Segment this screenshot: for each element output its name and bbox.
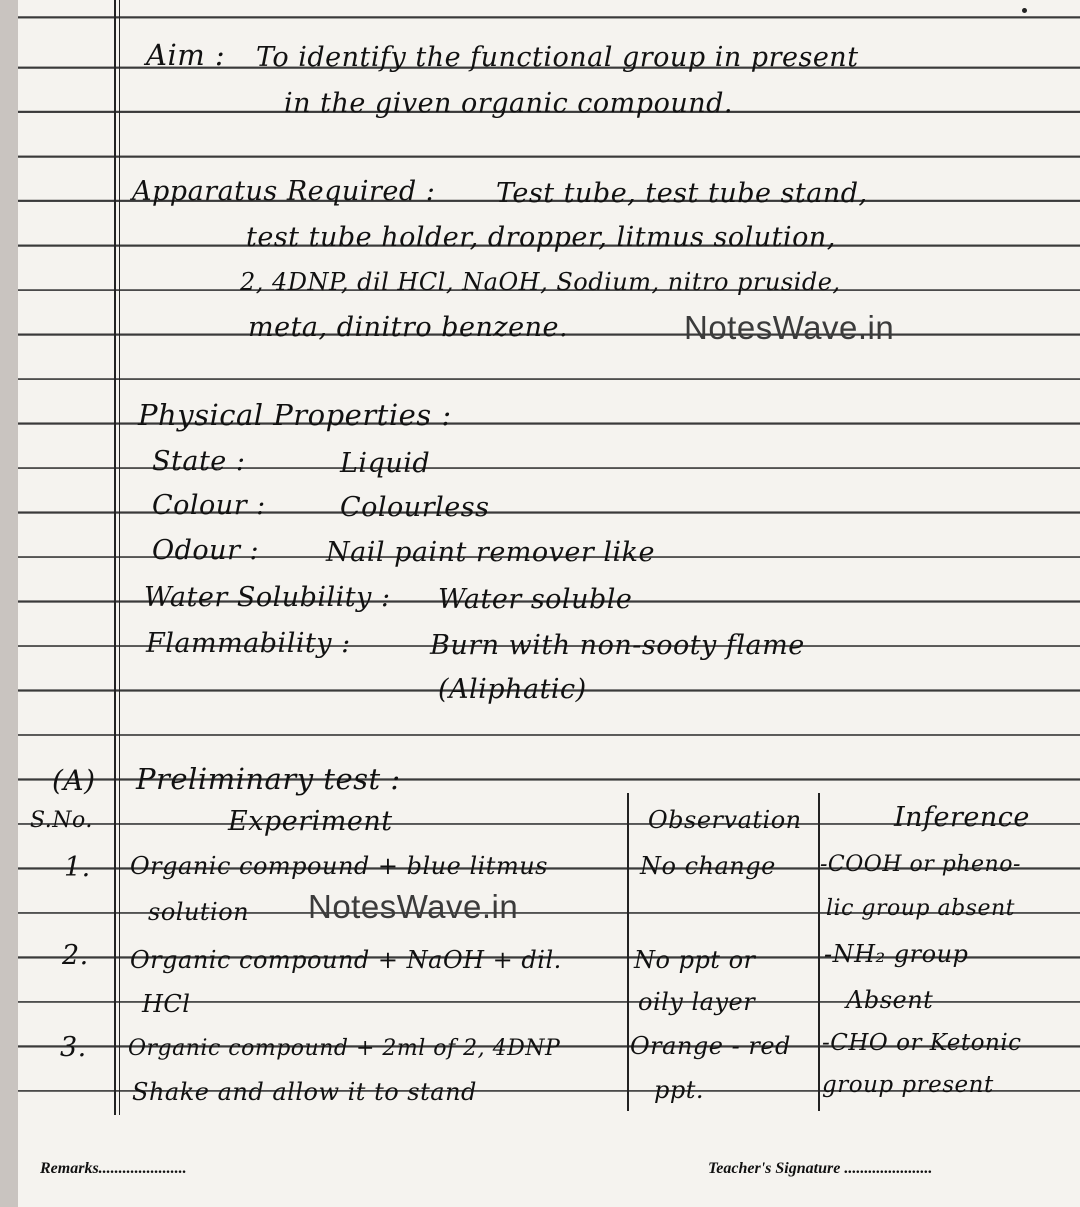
- row-3-observation-line-1: Orange - red: [630, 1032, 791, 1060]
- margin-line-inner: [119, 0, 120, 1115]
- row-2-observation-line-1: No ppt or: [634, 946, 756, 974]
- physical-heading: Physical Properties :: [138, 398, 452, 432]
- row-1-experiment-line-1: Organic compound + blue litmus: [130, 852, 548, 880]
- aim-line-2: in the given organic compound.: [284, 88, 733, 119]
- flammability-label: Flammability :: [146, 628, 351, 659]
- flammability-value: Burn with non-sooty flame: [430, 630, 805, 661]
- notebook-page: [18, 0, 1080, 1207]
- preliminary-heading: Preliminary test :: [136, 762, 401, 796]
- row-1-sno: 1.: [64, 852, 91, 883]
- flammability-note: (Aliphatic): [438, 674, 587, 705]
- apparatus-line-4: meta, dinitro benzene.: [248, 312, 569, 343]
- remarks-label: Remarks......................: [40, 1160, 187, 1177]
- ink-dot: [1022, 8, 1027, 13]
- header-sno: S.No.: [30, 808, 93, 833]
- solubility-label: Water Solubility :: [144, 582, 391, 613]
- watermark: NotesWave.in: [684, 309, 895, 346]
- header-observation: Observation: [648, 806, 802, 834]
- aim-label: Aim :: [146, 38, 226, 72]
- solubility-value: Water soluble: [438, 584, 633, 615]
- row-3-sno: 3.: [60, 1032, 87, 1063]
- apparatus-line-3: 2, 4DNP, dil HCl, NaOH, Sodium, nitro pruside,: [240, 268, 841, 296]
- row-2-experiment-line-2: HCl: [142, 990, 191, 1018]
- odour-value: Nail paint remover like: [326, 537, 655, 568]
- apparatus-label: Apparatus Required :: [132, 176, 436, 207]
- watermark: NotesWave.in: [308, 888, 519, 925]
- row-3-inference-line-2: group present: [822, 1072, 994, 1098]
- teacher-signature-label: Teacher's Signature ......................: [708, 1160, 933, 1177]
- row-2-inference-line-2: Absent: [846, 986, 934, 1014]
- state-label: State :: [152, 446, 246, 477]
- aim-line-1: To identify the functional group in present: [256, 42, 859, 73]
- odour-label: Odour :: [152, 535, 260, 566]
- header-experiment: Experiment: [228, 806, 393, 837]
- apparatus-line-1: Test tube, test tube stand,: [496, 178, 868, 209]
- row-1-observation-line-1: No change: [640, 852, 776, 880]
- state-value: Liquid: [340, 448, 431, 479]
- margin-line: [114, 0, 116, 1115]
- row-2-experiment-line-1: Organic compound + NaOH + dil.: [130, 946, 562, 974]
- table-column-divider-observation: [627, 793, 629, 1111]
- row-3-experiment-line-1: Organic compound + 2ml of 2, 4DNP: [128, 1036, 561, 1061]
- header-inference: Inference: [894, 802, 1030, 833]
- row-3-observation-line-2: ppt.: [654, 1076, 704, 1104]
- row-3-experiment-line-2: Shake and allow it to stand: [132, 1078, 477, 1106]
- row-1-inference-line-1: -COOH or pheno-: [820, 852, 1021, 877]
- apparatus-line-2: test tube holder, dropper, litmus solution,: [246, 222, 836, 253]
- row-1-inference-line-2: lic group absent: [826, 896, 1015, 921]
- row-2-observation-line-2: oily layer: [638, 988, 756, 1016]
- row-3-inference-line-1: -CHO or Ketonic: [822, 1030, 1022, 1056]
- colour-label: Colour :: [152, 490, 266, 521]
- colour-value: Colourless: [340, 492, 490, 523]
- row-2-sno: 2.: [62, 940, 89, 971]
- table-column-divider-inference: [818, 793, 820, 1111]
- section-marker: (A): [52, 764, 96, 797]
- row-1-experiment-line-2: solution: [148, 898, 250, 926]
- row-2-inference-line-1: -NH₂ group: [824, 940, 969, 968]
